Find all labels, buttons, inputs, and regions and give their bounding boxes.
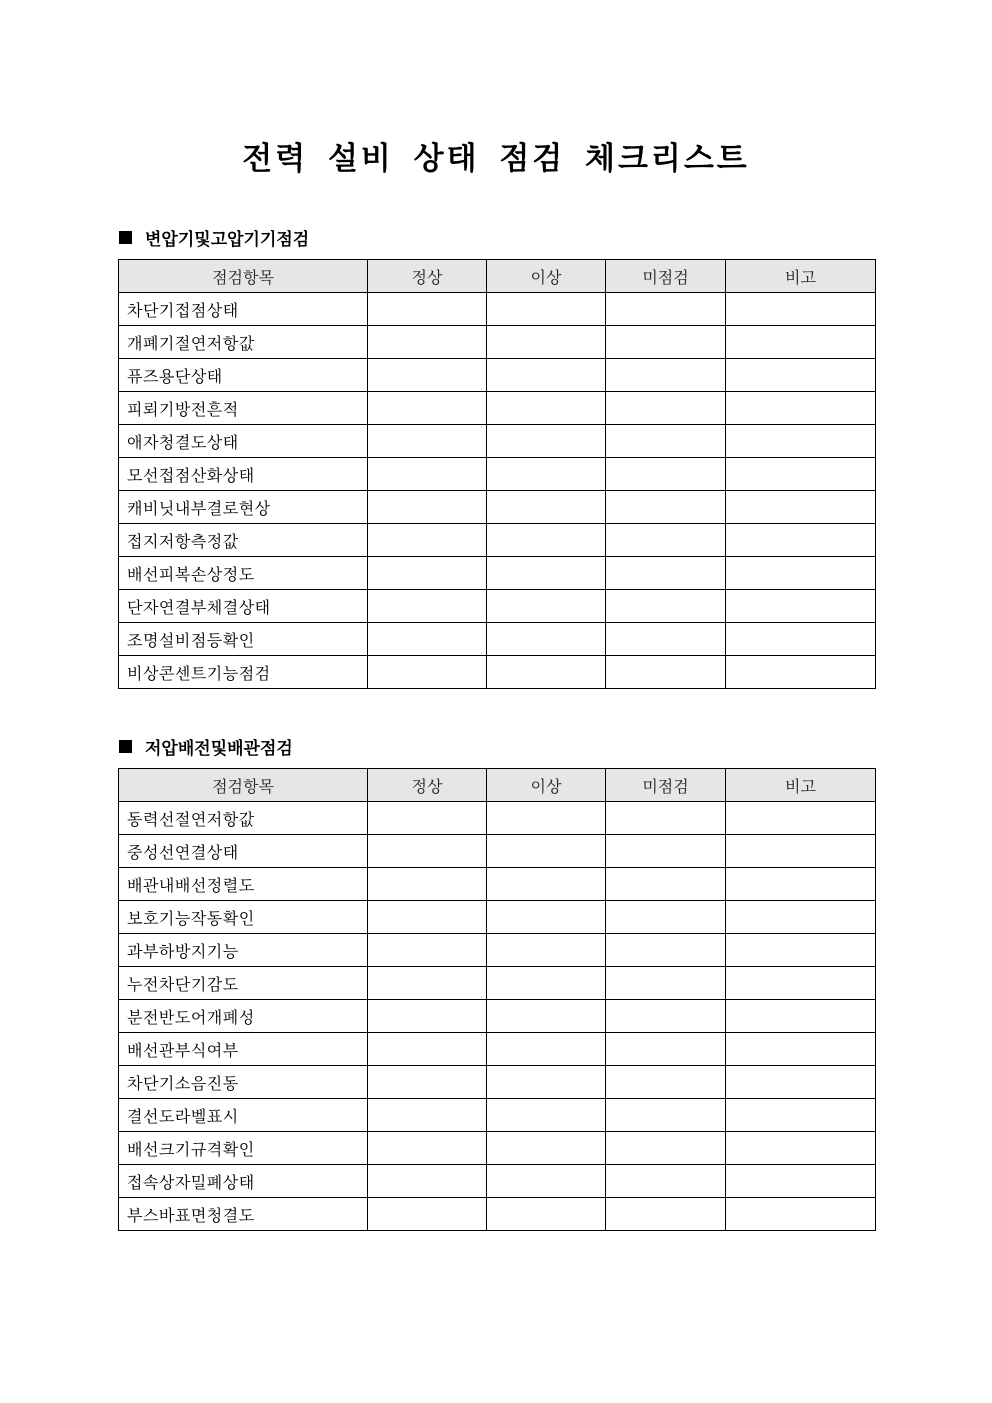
unchecked-check-cell[interactable] bbox=[606, 1033, 726, 1066]
abnormal-check-cell[interactable] bbox=[487, 656, 606, 689]
unchecked-check-cell[interactable] bbox=[606, 934, 726, 967]
check-item-label: 배선관부식여부 bbox=[119, 1033, 368, 1066]
table-row bbox=[119, 524, 876, 557]
column-header-unchecked: 미점검 bbox=[606, 260, 726, 293]
remark-cell[interactable] bbox=[726, 458, 876, 491]
check-item-label: 비상콘센트기능점검 bbox=[119, 656, 368, 689]
unchecked-check-cell[interactable] bbox=[606, 802, 726, 835]
column-header-normal: 정상 bbox=[368, 260, 487, 293]
check-item-label: 개폐기절연저항값 bbox=[119, 326, 368, 359]
column-header-item: 점검항목 bbox=[119, 260, 368, 293]
abnormal-check-cell[interactable] bbox=[487, 557, 606, 590]
table-row bbox=[119, 392, 876, 425]
table-row bbox=[119, 359, 876, 392]
remark-cell[interactable] bbox=[726, 868, 876, 901]
normal-check-cell[interactable] bbox=[368, 1066, 487, 1099]
check-item-label: 조명설비점등확인 bbox=[119, 623, 368, 656]
table-row bbox=[119, 835, 876, 868]
unchecked-check-cell[interactable] bbox=[606, 868, 726, 901]
remark-cell[interactable] bbox=[726, 656, 876, 689]
normal-check-cell[interactable] bbox=[368, 458, 487, 491]
column-header-normal: 정상 bbox=[368, 769, 487, 802]
unchecked-check-cell[interactable] bbox=[606, 967, 726, 1000]
remark-cell[interactable] bbox=[726, 491, 876, 524]
abnormal-check-cell[interactable] bbox=[487, 623, 606, 656]
unchecked-check-cell[interactable] bbox=[606, 1165, 726, 1198]
check-item-label: 결선도라벨표시 bbox=[119, 1099, 368, 1132]
table-row bbox=[119, 802, 876, 835]
remark-cell[interactable] bbox=[726, 934, 876, 967]
unchecked-check-cell[interactable] bbox=[606, 392, 726, 425]
remark-cell[interactable] bbox=[726, 1000, 876, 1033]
normal-check-cell[interactable] bbox=[368, 802, 487, 835]
normal-check-cell[interactable] bbox=[368, 326, 487, 359]
table-row bbox=[119, 326, 876, 359]
table-row bbox=[119, 1000, 876, 1033]
normal-check-cell[interactable] bbox=[368, 835, 487, 868]
abnormal-check-cell[interactable] bbox=[487, 934, 606, 967]
abnormal-check-cell[interactable] bbox=[487, 901, 606, 934]
table-row bbox=[119, 491, 876, 524]
remark-cell[interactable] bbox=[726, 557, 876, 590]
normal-check-cell[interactable] bbox=[368, 1132, 487, 1165]
remark-cell[interactable] bbox=[726, 425, 876, 458]
remark-cell[interactable] bbox=[726, 901, 876, 934]
abnormal-check-cell[interactable] bbox=[487, 1099, 606, 1132]
table-row bbox=[119, 1198, 876, 1231]
table-row bbox=[119, 901, 876, 934]
abnormal-check-cell[interactable] bbox=[487, 293, 606, 326]
abnormal-check-cell[interactable] bbox=[487, 359, 606, 392]
normal-check-cell[interactable] bbox=[368, 557, 487, 590]
normal-check-cell[interactable] bbox=[368, 1099, 487, 1132]
unchecked-check-cell[interactable] bbox=[606, 656, 726, 689]
table-row bbox=[119, 1132, 876, 1165]
check-item-label: 피뢰기방전흔적 bbox=[119, 392, 368, 425]
section-title-text: 저압배전및배관점검 bbox=[145, 739, 293, 759]
square-bullet-icon bbox=[119, 740, 132, 753]
table-row bbox=[119, 293, 876, 326]
unchecked-check-cell[interactable] bbox=[606, 901, 726, 934]
unchecked-check-cell[interactable] bbox=[606, 1198, 726, 1231]
table-header-row bbox=[119, 260, 876, 293]
abnormal-check-cell[interactable] bbox=[487, 1000, 606, 1033]
remark-cell[interactable] bbox=[726, 1033, 876, 1066]
checklist-table-high-voltage bbox=[118, 259, 876, 689]
remark-cell[interactable] bbox=[726, 293, 876, 326]
table-row bbox=[119, 868, 876, 901]
normal-check-cell[interactable] bbox=[368, 293, 487, 326]
remark-cell[interactable] bbox=[726, 967, 876, 1000]
unchecked-check-cell[interactable] bbox=[606, 1099, 726, 1132]
check-item-label: 분전반도어개폐성 bbox=[119, 1000, 368, 1033]
unchecked-check-cell[interactable] bbox=[606, 293, 726, 326]
normal-check-cell[interactable] bbox=[368, 1033, 487, 1066]
remark-cell[interactable] bbox=[726, 1165, 876, 1198]
unchecked-check-cell[interactable] bbox=[606, 458, 726, 491]
remark-cell[interactable] bbox=[726, 326, 876, 359]
normal-check-cell[interactable] bbox=[368, 1198, 487, 1231]
normal-check-cell[interactable] bbox=[368, 359, 487, 392]
remark-cell[interactable] bbox=[726, 802, 876, 835]
table-row bbox=[119, 557, 876, 590]
table-row bbox=[119, 934, 876, 967]
normal-check-cell[interactable] bbox=[368, 491, 487, 524]
unchecked-check-cell[interactable] bbox=[606, 623, 726, 656]
abnormal-check-cell[interactable] bbox=[487, 590, 606, 623]
remark-cell[interactable] bbox=[726, 590, 876, 623]
abnormal-check-cell[interactable] bbox=[487, 1132, 606, 1165]
table-row bbox=[119, 1033, 876, 1066]
check-item-label: 캐비닛내부결로현상 bbox=[119, 491, 368, 524]
unchecked-check-cell[interactable] bbox=[606, 835, 726, 868]
check-item-label: 배관내배선정렬도 bbox=[119, 868, 368, 901]
column-header-remark: 비고 bbox=[726, 769, 876, 802]
check-item-label: 퓨즈용단상태 bbox=[119, 359, 368, 392]
abnormal-check-cell[interactable] bbox=[487, 326, 606, 359]
unchecked-check-cell[interactable] bbox=[606, 557, 726, 590]
abnormal-check-cell[interactable] bbox=[487, 1033, 606, 1066]
remark-cell[interactable] bbox=[726, 524, 876, 557]
check-item-label: 애자청결도상태 bbox=[119, 425, 368, 458]
normal-check-cell[interactable] bbox=[368, 934, 487, 967]
check-item-label: 모선접점산화상태 bbox=[119, 458, 368, 491]
abnormal-check-cell[interactable] bbox=[487, 425, 606, 458]
normal-check-cell[interactable] bbox=[368, 868, 487, 901]
abnormal-check-cell[interactable] bbox=[487, 967, 606, 1000]
table-row bbox=[119, 656, 876, 689]
check-item-label: 과부하방지기능 bbox=[119, 934, 368, 967]
abnormal-check-cell[interactable] bbox=[487, 1165, 606, 1198]
page-title: 전력 설비 상태 점검 체크리스트 bbox=[242, 141, 750, 177]
remark-cell[interactable] bbox=[726, 835, 876, 868]
check-item-label: 배선피복손상정도 bbox=[119, 557, 368, 590]
table-header-row bbox=[119, 769, 876, 802]
check-item-label: 중성선연결상태 bbox=[119, 835, 368, 868]
remark-cell[interactable] bbox=[726, 1099, 876, 1132]
unchecked-check-cell[interactable] bbox=[606, 1000, 726, 1033]
check-item-label: 차단기접점상태 bbox=[119, 293, 368, 326]
unchecked-check-cell[interactable] bbox=[606, 524, 726, 557]
normal-check-cell[interactable] bbox=[368, 590, 487, 623]
column-header-abnormal: 이상 bbox=[487, 260, 606, 293]
remark-cell[interactable] bbox=[726, 1132, 876, 1165]
abnormal-check-cell[interactable] bbox=[487, 1198, 606, 1231]
unchecked-check-cell[interactable] bbox=[606, 359, 726, 392]
unchecked-check-cell[interactable] bbox=[606, 1132, 726, 1165]
table-row bbox=[119, 1066, 876, 1099]
unchecked-check-cell[interactable] bbox=[606, 491, 726, 524]
remark-cell[interactable] bbox=[726, 1066, 876, 1099]
table-row bbox=[119, 623, 876, 656]
abnormal-check-cell[interactable] bbox=[487, 802, 606, 835]
table-row bbox=[119, 1099, 876, 1132]
normal-check-cell[interactable] bbox=[368, 524, 487, 557]
check-item-label: 부스바표면청결도 bbox=[119, 1198, 368, 1231]
unchecked-check-cell[interactable] bbox=[606, 425, 726, 458]
remark-cell[interactable] bbox=[726, 359, 876, 392]
table-row bbox=[119, 590, 876, 623]
column-header-item: 점검항목 bbox=[119, 769, 368, 802]
section-title-high-voltage bbox=[119, 225, 309, 250]
normal-check-cell[interactable] bbox=[368, 392, 487, 425]
remark-cell[interactable] bbox=[726, 1198, 876, 1231]
abnormal-check-cell[interactable] bbox=[487, 835, 606, 868]
check-item-label: 동력선절연저항값 bbox=[119, 802, 368, 835]
abnormal-check-cell[interactable] bbox=[487, 868, 606, 901]
abnormal-check-cell[interactable] bbox=[487, 1066, 606, 1099]
normal-check-cell[interactable] bbox=[368, 425, 487, 458]
normal-check-cell[interactable] bbox=[368, 1165, 487, 1198]
table-row bbox=[119, 1165, 876, 1198]
abnormal-check-cell[interactable] bbox=[487, 392, 606, 425]
remark-cell[interactable] bbox=[726, 392, 876, 425]
section-title-text: 변압기및고압기기점검 bbox=[145, 230, 310, 250]
unchecked-check-cell[interactable] bbox=[606, 590, 726, 623]
unchecked-check-cell[interactable] bbox=[606, 1066, 726, 1099]
check-item-label: 차단기소음진동 bbox=[119, 1066, 368, 1099]
table-row bbox=[119, 458, 876, 491]
table-row bbox=[119, 425, 876, 458]
normal-check-cell[interactable] bbox=[368, 623, 487, 656]
check-item-label: 보호기능작동확인 bbox=[119, 901, 368, 934]
remark-cell[interactable] bbox=[726, 623, 876, 656]
normal-check-cell[interactable] bbox=[368, 656, 487, 689]
column-header-abnormal: 이상 bbox=[487, 769, 606, 802]
abnormal-check-cell[interactable] bbox=[487, 524, 606, 557]
checklist-table-low-voltage bbox=[118, 768, 876, 1231]
normal-check-cell[interactable] bbox=[368, 967, 487, 1000]
table-row bbox=[119, 967, 876, 1000]
check-item-label: 배선크기규격확인 bbox=[119, 1132, 368, 1165]
check-item-label: 누전차단기감도 bbox=[119, 967, 368, 1000]
check-item-label: 접지저항측정값 bbox=[119, 524, 368, 557]
section-title-low-voltage bbox=[119, 734, 293, 759]
abnormal-check-cell[interactable] bbox=[487, 491, 606, 524]
unchecked-check-cell[interactable] bbox=[606, 326, 726, 359]
check-item-label: 접속상자밀폐상태 bbox=[119, 1165, 368, 1198]
abnormal-check-cell[interactable] bbox=[487, 458, 606, 491]
square-bullet-icon bbox=[119, 231, 132, 244]
normal-check-cell[interactable] bbox=[368, 901, 487, 934]
column-header-unchecked: 미점검 bbox=[606, 769, 726, 802]
normal-check-cell[interactable] bbox=[368, 1000, 487, 1033]
column-header-remark: 비고 bbox=[726, 260, 876, 293]
check-item-label: 단자연결부체결상태 bbox=[119, 590, 368, 623]
